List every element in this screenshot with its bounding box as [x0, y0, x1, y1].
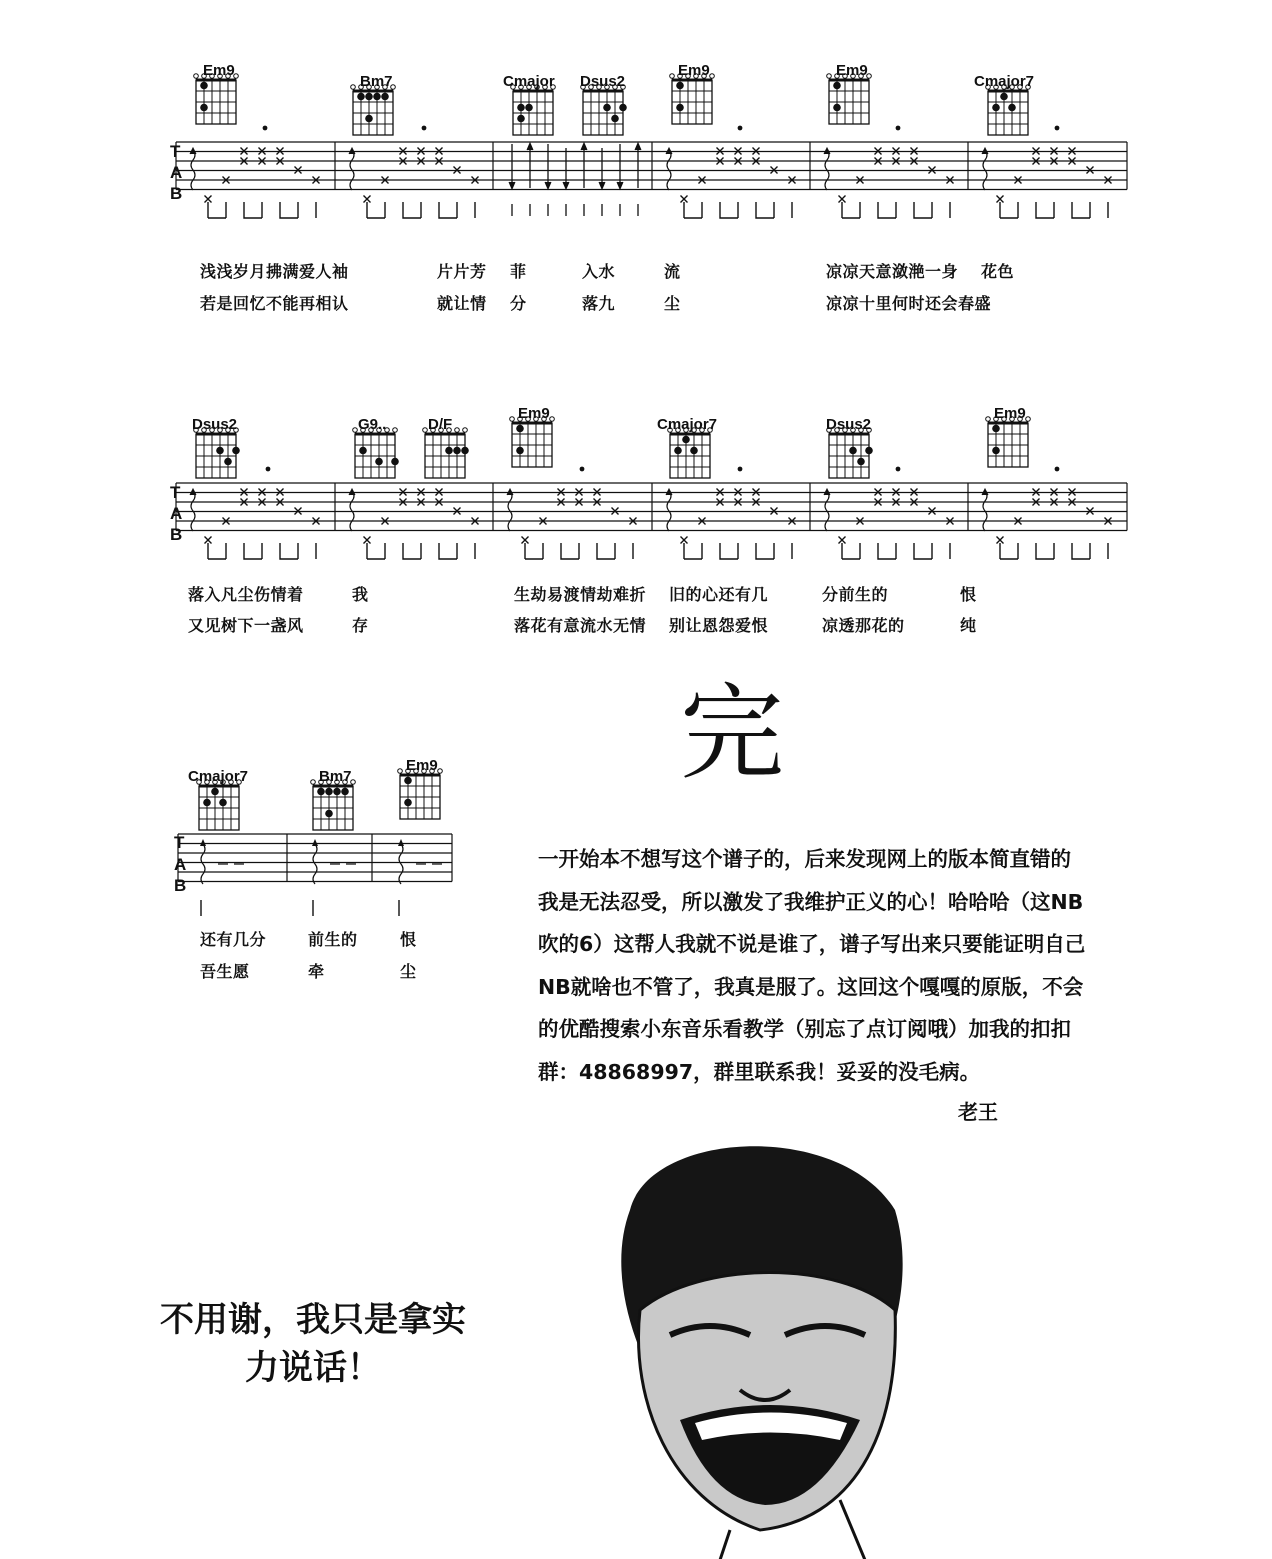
- lyric-text: 入水: [582, 262, 616, 281]
- lyric-text: 流: [664, 262, 681, 281]
- speech-caption: [118, 1296, 508, 1392]
- note-line: 一开始本不想写这个谱子的，后来发现网上的版本简直错的: [538, 847, 1071, 871]
- finger-dot: [619, 104, 627, 112]
- arpeggio-mark: [201, 844, 205, 884]
- speech-line: 力说话！: [245, 1348, 381, 1388]
- open-string-mark: [438, 769, 443, 774]
- arpeggio-mark: [399, 844, 403, 884]
- finger-dot: [1008, 104, 1016, 112]
- x-note: [364, 196, 371, 203]
- x-note: [364, 537, 371, 544]
- open-string-mark: [398, 769, 403, 774]
- finger-dot: [833, 104, 841, 112]
- lyric-text: 还有几分: [200, 930, 267, 949]
- finger-dot: [676, 104, 684, 112]
- finger-dot: [674, 447, 682, 455]
- chord-dot: [738, 467, 743, 472]
- open-string-mark: [455, 428, 460, 433]
- lyric-text: 恨: [400, 930, 417, 949]
- x-note: [997, 196, 1004, 203]
- finger-dot: [611, 115, 619, 123]
- open-string-mark: [423, 428, 428, 433]
- finger-dot: [682, 436, 690, 444]
- arpeggio-arrow: [200, 839, 206, 846]
- open-string-mark: [311, 780, 316, 785]
- lyric-text: 落入凡尘伤情着: [188, 585, 304, 604]
- strum-arrow: [545, 182, 551, 189]
- finger-dot: [219, 799, 227, 807]
- lyric-text: 落花有意流水无情: [514, 616, 647, 635]
- finger-dot: [325, 788, 333, 796]
- lyric-text: 吾生愿: [200, 962, 250, 981]
- arpeggio-arrow: [398, 839, 404, 846]
- lyric-text: 恨: [960, 585, 977, 604]
- chord-name: Em9: [994, 405, 1026, 422]
- open-string-mark: [670, 74, 675, 79]
- strum-arrow: [617, 182, 623, 189]
- open-string-mark: [353, 428, 358, 433]
- chord-dot: [1055, 126, 1060, 131]
- finger-dot: [203, 799, 211, 807]
- x-note: [205, 537, 212, 544]
- lyric-text: 分前生的: [822, 585, 889, 604]
- tab-letter: T: [170, 483, 181, 502]
- finger-dot: [325, 810, 333, 818]
- tab-letter: T: [170, 142, 181, 161]
- open-string-mark: [510, 417, 515, 422]
- finger-dot: [1000, 93, 1008, 101]
- chord-name: Dsus2: [580, 73, 626, 90]
- chord-name: Cmajor7: [188, 768, 249, 785]
- note-line: 群：48868997，群里联系我！妥妥的没毛病。: [538, 1059, 981, 1084]
- lyric-text: 生劫易渡情劫难折: [514, 585, 647, 604]
- finger-dot: [391, 458, 399, 466]
- x-note: [839, 196, 846, 203]
- finger-dot: [232, 447, 240, 455]
- open-string-mark: [194, 74, 199, 79]
- chord-dot: [896, 126, 901, 131]
- lyric-text: 尘: [664, 294, 681, 313]
- x-note: [205, 196, 212, 203]
- finger-dot: [404, 799, 412, 807]
- note-line: 的优酷搜索小东音乐看教学（别忘了点订阅哦）加我的扣扣: [538, 1017, 1071, 1041]
- finger-dot: [525, 104, 533, 112]
- lyric-text: 浅浅岁月拂满爱人袖: [200, 262, 349, 281]
- x-note: [839, 537, 846, 544]
- open-string-mark: [550, 417, 555, 422]
- chord-name: Dsus2: [826, 416, 872, 433]
- tab-letter: A: [174, 855, 187, 874]
- lyric-text: 凉凉天意潋滟一身: [826, 262, 959, 281]
- finger-dot: [445, 447, 453, 455]
- lyric-text: 别让恩怨爱恨: [669, 616, 769, 635]
- chord-dot: [422, 126, 427, 131]
- finger-dot: [357, 93, 365, 101]
- finger-dot: [992, 447, 1000, 455]
- finger-dot: [992, 104, 1000, 112]
- strum-arrow: [563, 182, 569, 189]
- lyric-text: 旧的心还有几: [669, 585, 769, 604]
- finger-dot: [516, 447, 524, 455]
- finger-dot: [453, 447, 461, 455]
- tab-letter: B: [170, 184, 183, 203]
- lyric-text: 凉透那花的: [822, 616, 905, 635]
- chord-dot: [263, 126, 268, 131]
- lyric-text: 又见树下一盏风: [188, 616, 304, 635]
- arpeggio-mark: [313, 844, 317, 884]
- finger-dot: [833, 82, 841, 90]
- x-note: [681, 196, 688, 203]
- strum-arrow: [527, 143, 533, 150]
- x-note: [681, 537, 688, 544]
- note-line: NB就啥也不管了，我真是服了。这回这个嘎嘎的原版，不会: [538, 974, 1084, 999]
- lyric-text: 就让情: [437, 294, 487, 313]
- chord-name: Dsus2: [192, 416, 238, 433]
- chord-name: Cmajor7: [657, 416, 718, 433]
- strum-arrow: [635, 143, 641, 150]
- lyric-text: 分: [510, 294, 527, 313]
- signature: 老王: [958, 1100, 998, 1124]
- finger-dot: [365, 93, 373, 101]
- author-note: [538, 838, 1178, 1093]
- lyric-text: 牵: [308, 962, 325, 981]
- finger-dot: [857, 458, 865, 466]
- chord-name: Em9: [406, 757, 438, 774]
- finger-dot: [603, 104, 611, 112]
- finger-dot: [849, 447, 857, 455]
- lyric-text: 前生的: [308, 930, 358, 949]
- lyric-text: 存: [352, 616, 369, 635]
- lyric-text: 若是回忆不能再相认: [200, 294, 349, 313]
- lyric-text: 尘: [400, 962, 417, 981]
- chord-name: Em9: [518, 405, 550, 422]
- chord-dot: [738, 126, 743, 131]
- open-string-mark: [827, 74, 832, 79]
- finger-dot: [200, 104, 208, 112]
- finger-dot: [200, 82, 208, 90]
- open-string-mark: [351, 85, 356, 90]
- finger-dot: [341, 788, 349, 796]
- finger-dot: [517, 115, 525, 123]
- finger-dot: [216, 447, 224, 455]
- chord-name: Cmajor7: [974, 73, 1035, 90]
- x-note: [997, 537, 1004, 544]
- chord-name: Bm7: [360, 73, 393, 90]
- open-string-mark: [393, 428, 398, 433]
- finger-dot: [690, 447, 698, 455]
- finger-dot: [359, 447, 367, 455]
- chord-dot: [580, 467, 585, 472]
- chord-name: D/F: [428, 416, 453, 433]
- chord-name: Em9: [836, 62, 868, 79]
- tab-letter: B: [174, 876, 187, 895]
- open-string-mark: [710, 74, 715, 79]
- finger-dot: [224, 458, 232, 466]
- arpeggio-arrow: [312, 839, 318, 846]
- finger-dot: [375, 458, 383, 466]
- speech-line: 不用谢，我只是拿实: [160, 1300, 466, 1340]
- chord-name: Cmajor: [503, 73, 555, 90]
- finger-dot: [992, 425, 1000, 433]
- open-string-mark: [463, 428, 468, 433]
- chord-dot: [266, 467, 271, 472]
- lyric-text: 我: [352, 585, 369, 604]
- finger-dot: [365, 115, 373, 123]
- lyric-text: 纯: [960, 616, 977, 635]
- lyric-text: 片片芳: [437, 262, 487, 281]
- strum-arrow: [581, 143, 587, 150]
- finger-dot: [373, 93, 381, 101]
- note-line: 吹的6）这帮人我就不说是谁了，谱子写出来只要能证明自己: [538, 932, 1086, 956]
- strum-arrow: [599, 182, 605, 189]
- finger-dot: [381, 93, 389, 101]
- chord-dot: [896, 467, 901, 472]
- chord-name: Em9: [678, 62, 710, 79]
- chord-name: G9..: [358, 416, 387, 433]
- lyric-text: 花色: [981, 262, 1015, 281]
- end-mark: 完: [680, 672, 785, 794]
- finger-dot: [517, 104, 525, 112]
- lyric-text: 凉凉十里何时还会春盛: [826, 294, 992, 313]
- chord-name: Em9: [203, 62, 235, 79]
- tab-letter: A: [170, 163, 183, 182]
- finger-dot: [211, 788, 219, 796]
- finger-dot: [516, 425, 524, 433]
- note-line: 我是无法忍受，所以激发了我维护正义的心！哈哈哈（这NB: [538, 889, 1084, 914]
- open-string-mark: [1026, 417, 1031, 422]
- tab-letter: A: [170, 504, 183, 523]
- finger-dot: [461, 447, 469, 455]
- strum-arrow: [509, 182, 515, 189]
- tab-letter: B: [170, 525, 183, 544]
- chord-name: Bm7: [319, 768, 352, 785]
- chord-dot: [1055, 467, 1060, 472]
- finger-dot: [404, 777, 412, 785]
- finger-dot: [317, 788, 325, 796]
- finger-dot: [676, 82, 684, 90]
- x-note: [522, 537, 529, 544]
- finger-dot: [865, 447, 873, 455]
- open-string-mark: [986, 417, 991, 422]
- lyric-text: 菲: [510, 262, 527, 281]
- finger-dot: [333, 788, 341, 796]
- tab-letter: T: [174, 833, 185, 852]
- lyric-text: 落九: [582, 294, 616, 313]
